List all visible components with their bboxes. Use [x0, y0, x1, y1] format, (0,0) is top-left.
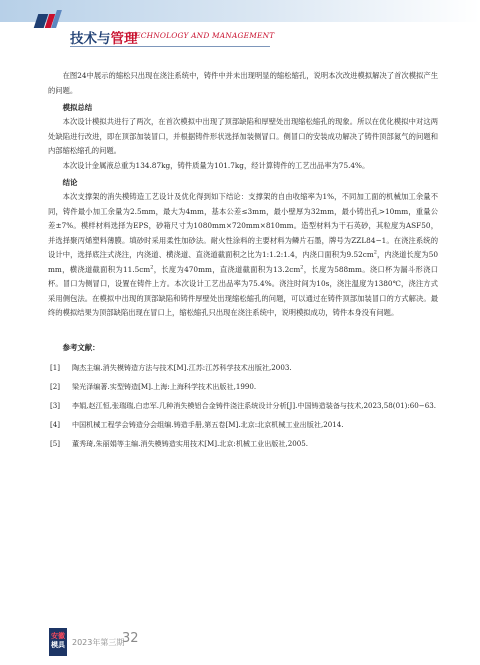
- article-body: [48, 69, 438, 456]
- header-rule: [70, 46, 270, 47]
- summary-paragraph-1: 本次设计模拟共进行了两次，在首次模拟中出现了顶部缺陷和厚壁处出现缩松缩孔的现象。所以在优化模拟中对这两处缺陷进行改进，即在顶部加装冒口，并根据铸件形状选择加装侧冒口。侧冒口的安装成功解决了铸件顶部氮气的问题和内部缩松缩孔的问题。: [48, 117, 438, 155]
- references-heading: 参考文献：: [62, 342, 100, 352]
- page-number: 32: [122, 631, 139, 646]
- journal-logo-icon: [34, 8, 62, 30]
- reference-item: [2] 梁光泽编著.实型铸造[M].上海:上海科学技术出版社,1990.: [50, 381, 257, 391]
- conclusion-paragraph: 本次支撑架的消失模铸造工艺设计及优化得到如下结论：支撑架的自由收缩率为1%，不同加工面的机械加工余量不同，铸件最小加工余量为2.5mm，最大为4mm，基本公差≤3mm，最小壁厚为32mm，最小铸出孔>10mm，重量公差±7%。模样材料选择为EPS，砂箱尺寸为1080mm×720mm×810mm。造型材料为干石英砂，其粒度为ASF50，并选择聚丙烯塑料薄膜。填砂时采用柔性加砂法。耐火性涂料的主要材料为鳞片石墨，牌号为ZZL84−1。在浇注系统的设计中，选择底注式浇注，内浇道、横浇道、直浇道截面积之比为1:1.2:1.4，内浇口面积为$9.52cm^2$，内浇道长度为50mm，横浇道截面积为$11.5cm^2$，长度为470mm，直浇道截面积为$13.2cm^2$，长度为588mm。浇口杯为漏斗形浇口杯。冒口为侧冒口，设置在铸件上方。本次设计工艺出品率为75.4%。浇注时间为10s，浇注温度为1380℃，浇注方式采用侧包法。在模拟中出现的顶部缺陷和铸件厚壁处出现缩松缩孔的问题，可以通过在铸件顶部加装冒口的方式解决。最终的模拟结果为顶部缺陷出现在冒口上，缩松缩孔只出现在浇注系统中，说明模拟成功，铸件本身没有问题。: [48, 192, 439, 317]
- journal-badge: 安徽 模具: [49, 628, 67, 656]
- reference-item: [5] 董秀琦,朱丽娟等主编.消失模铸造实用技术[M].北京:机械工业出版社,2005.: [50, 438, 309, 448]
- column-subtitle: TECHNOLOGY AND MANAGEMENT: [130, 31, 275, 40]
- reference-item: [4] 中国机械工程学会铸造分会组编.铸造手册,第五卷[M].北京:北京机械工业出版社,2014.: [50, 419, 344, 429]
- column-title: 技术与管理: [70, 31, 138, 47]
- summary-paragraph-2: 本次设计金属液总重为134.87kg，铸件质量为101.7kg，经计算铸件的工艺出品率为75.4%。: [62, 160, 370, 170]
- issue-label: 2023年第三期: [72, 638, 125, 647]
- reference-item: [3] 李娟,赵江恒,张瑞瑞,白忠军.几种消失模铝合金铸件浇注系统设计分析[J].中国铸造装备与技术,2023,58(01):60−63.: [50, 400, 437, 410]
- section-heading-conclusion: 结论: [62, 178, 78, 187]
- reference-item: [1] 陶杰主编.消失模铸造方法与技术[M].江苏:江苏科学技术出版社,2003.: [50, 362, 292, 372]
- section-heading-summary: 模拟总结: [62, 103, 93, 112]
- header-gradient-bar: [0, 0, 480, 22]
- page-footer: [0, 628, 480, 665]
- intro-paragraph: 在图24中展示的缩松只出现在浇注系统中，铸件中并未出现明显的缩松缩孔，说明本次改进模拟解决了首次模拟产生的问题。: [48, 71, 438, 95]
- page-header: [0, 0, 480, 54]
